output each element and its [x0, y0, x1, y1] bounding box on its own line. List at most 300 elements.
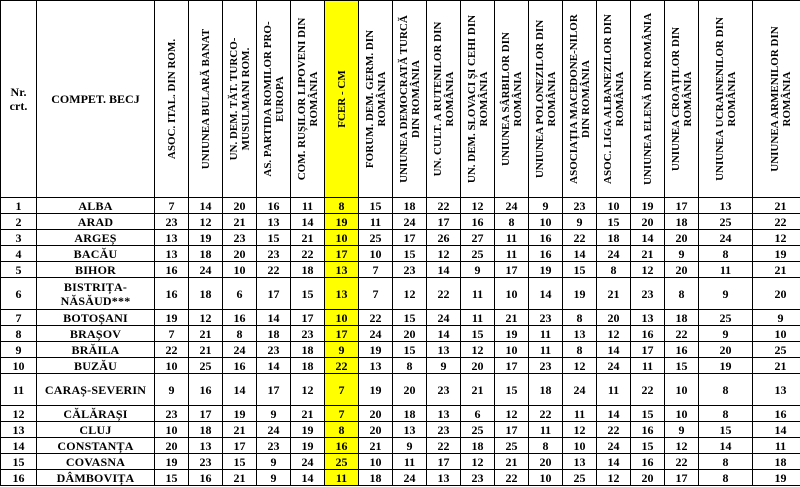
value-cell: 21: [291, 406, 325, 422]
county-name: CLUJ: [37, 422, 155, 438]
value-cell: 23: [155, 406, 189, 422]
value-cell: 21: [461, 374, 495, 406]
value-cell: 19: [563, 278, 597, 310]
value-cell: 17: [325, 326, 359, 342]
value-cell: 7: [359, 262, 393, 278]
header-party-label: COM. RUȘILOR LIPOVENI DIN ROMÂNIA: [295, 17, 320, 181]
value-cell: 18: [291, 262, 325, 278]
value-cell: 15: [393, 342, 427, 358]
header-party: [665, 1, 699, 198]
value-cell: 13: [325, 262, 359, 278]
value-cell: 23: [427, 374, 461, 406]
value-cell: 20: [665, 262, 699, 278]
value-cell: 11: [325, 470, 359, 486]
value-cell: 12: [665, 438, 699, 454]
value-cell: 9: [665, 246, 699, 262]
value-cell: 9: [699, 278, 753, 310]
value-cell: 19: [189, 230, 223, 246]
value-cell: 11: [529, 326, 563, 342]
value-cell: 12: [563, 358, 597, 374]
row-number: 2: [1, 214, 37, 230]
value-cell: 21: [359, 438, 393, 454]
value-cell: 15: [597, 214, 631, 230]
value-cell: 21: [631, 246, 665, 262]
value-cell: 19: [495, 326, 529, 342]
header-party: [393, 1, 427, 198]
value-cell: 13: [563, 326, 597, 342]
value-cell: 14: [291, 470, 325, 486]
value-cell: 24: [597, 438, 631, 454]
value-cell: 24: [223, 342, 257, 358]
table-body: [1, 198, 800, 486]
row-number: 3: [1, 230, 37, 246]
header-party-label: UNIUNEA CROAȚILOR DIN ROMÂNIA: [669, 26, 694, 172]
value-cell: 12: [461, 454, 495, 470]
value-cell: 21: [223, 214, 257, 230]
value-cell: 22: [753, 214, 800, 230]
value-cell: 10: [529, 214, 563, 230]
value-cell: 21: [495, 310, 529, 326]
value-cell: 10: [597, 198, 631, 214]
value-cell: 26: [427, 230, 461, 246]
value-cell: 12: [563, 422, 597, 438]
county-name: BIHOR: [37, 262, 155, 278]
value-cell: 14: [257, 310, 291, 326]
value-cell: 19: [155, 454, 189, 470]
value-cell: 20: [359, 406, 393, 422]
value-cell: 16: [631, 422, 665, 438]
value-cell: 10: [359, 454, 393, 470]
value-cell: 21: [753, 262, 800, 278]
value-cell: 25: [699, 310, 753, 326]
value-cell: 12: [393, 278, 427, 310]
value-cell: 17: [291, 310, 325, 326]
value-cell: 22: [359, 310, 393, 326]
value-cell: 20: [631, 214, 665, 230]
value-cell: 16: [325, 438, 359, 454]
value-cell: 22: [291, 246, 325, 262]
value-cell: 18: [291, 358, 325, 374]
value-cell: 12: [291, 374, 325, 406]
value-cell: 18: [665, 214, 699, 230]
row-number: 11: [1, 374, 37, 406]
county-name: BACĂU: [37, 246, 155, 262]
value-cell: 12: [189, 214, 223, 230]
table-row: [1, 230, 800, 246]
value-cell: 24: [291, 454, 325, 470]
value-cell: 7: [155, 326, 189, 342]
header-party-label: UNIUNEA DEMOCRATĂ TURCĂ DIN ROMÂNIA: [397, 15, 422, 183]
header-party: [529, 1, 563, 198]
value-cell: 22: [427, 278, 461, 310]
value-cell: 8: [665, 278, 699, 310]
value-cell: 16: [461, 214, 495, 230]
header-party-label: UNIUNEA POLONEZILOR DIN ROMÂNIA: [533, 19, 558, 179]
value-cell: 8: [393, 358, 427, 374]
value-cell: 9: [699, 326, 753, 342]
header-party-label: FCER - CM: [335, 70, 348, 128]
value-cell: 23: [223, 230, 257, 246]
value-cell: 25: [495, 438, 529, 454]
value-cell: 10: [529, 470, 563, 486]
value-cell: 10: [495, 342, 529, 358]
table-row: [1, 438, 800, 454]
header-party: [597, 1, 631, 198]
value-cell: 9: [393, 438, 427, 454]
county-name: CARAȘ-SEVERIN: [37, 374, 155, 406]
county-name: ALBA: [37, 198, 155, 214]
value-cell: 18: [665, 310, 699, 326]
header-party: [223, 1, 257, 198]
value-cell: 18: [189, 422, 223, 438]
value-cell: 23: [529, 310, 563, 326]
value-cell: 10: [563, 438, 597, 454]
value-cell: 21: [223, 470, 257, 486]
value-cell: 14: [257, 358, 291, 374]
value-cell: 11: [495, 246, 529, 262]
value-cell: 20: [155, 438, 189, 454]
value-cell: 14: [563, 246, 597, 262]
value-cell: 22: [427, 438, 461, 454]
table-row: [1, 262, 800, 278]
value-cell: 22: [257, 262, 291, 278]
value-cell: 12: [495, 406, 529, 422]
value-cell: 24: [257, 422, 291, 438]
value-cell: 12: [631, 262, 665, 278]
value-cell: 12: [461, 342, 495, 358]
value-cell: 17: [223, 438, 257, 454]
value-cell: 20: [699, 342, 753, 358]
value-cell: 22: [665, 454, 699, 470]
value-cell: 11: [699, 262, 753, 278]
value-cell: 18: [461, 438, 495, 454]
value-cell: 11: [529, 422, 563, 438]
header-party: [495, 1, 529, 198]
value-cell: 14: [631, 230, 665, 246]
value-cell: 14: [529, 278, 563, 310]
county-name: BRĂILA: [37, 342, 155, 358]
value-cell: 20: [461, 358, 495, 374]
value-cell: 9: [529, 198, 563, 214]
table-row: [1, 342, 800, 358]
value-cell: 16: [155, 278, 189, 310]
value-cell: 23: [631, 278, 665, 310]
value-cell: 11: [495, 230, 529, 246]
value-cell: 22: [529, 406, 563, 422]
value-cell: 15: [461, 326, 495, 342]
value-cell: 21: [223, 422, 257, 438]
value-cell: 19: [699, 358, 753, 374]
value-cell: 16: [223, 310, 257, 326]
row-number: 14: [1, 438, 37, 454]
value-cell: 22: [155, 342, 189, 358]
header-party-label: UNIUNEA ARMENILOR DIN ROMÂNIA: [768, 26, 793, 172]
value-cell: 7: [155, 198, 189, 214]
value-cell: 11: [461, 310, 495, 326]
value-cell: 18: [393, 406, 427, 422]
value-cell: 12: [597, 326, 631, 342]
value-cell: 20: [393, 374, 427, 406]
value-cell: 23: [189, 454, 223, 470]
table-row: [1, 374, 800, 406]
value-cell: 13: [427, 470, 461, 486]
value-cell: 13: [155, 230, 189, 246]
value-cell: 13: [563, 454, 597, 470]
value-cell: 9: [325, 342, 359, 358]
table-row: [1, 246, 800, 262]
value-cell: 9: [427, 358, 461, 374]
value-cell: 6: [223, 278, 257, 310]
value-cell: 24: [563, 374, 597, 406]
value-cell: 17: [189, 406, 223, 422]
value-cell: 24: [495, 198, 529, 214]
value-cell: 17: [495, 358, 529, 374]
value-cell: 18: [291, 342, 325, 358]
value-cell: 24: [189, 262, 223, 278]
value-cell: 23: [461, 470, 495, 486]
value-cell: 17: [631, 342, 665, 358]
value-cell: 14: [189, 198, 223, 214]
table-row: [1, 310, 800, 326]
value-cell: 18: [189, 246, 223, 262]
value-cell: 10: [665, 374, 699, 406]
value-cell: 19: [291, 422, 325, 438]
value-cell: 14: [699, 438, 753, 454]
county-name: CĂLĂRAȘI: [37, 406, 155, 422]
table-row: [1, 214, 800, 230]
value-cell: 12: [461, 198, 495, 214]
value-cell: 14: [753, 422, 800, 438]
table-row: [1, 422, 800, 438]
row-number: 5: [1, 262, 37, 278]
value-cell: 8: [597, 262, 631, 278]
header-party: [257, 1, 291, 198]
county-name: CONSTANȚA: [37, 438, 155, 454]
value-cell: 15: [665, 358, 699, 374]
county-name: ARAD: [37, 214, 155, 230]
value-cell: 15: [393, 310, 427, 326]
header-party: [461, 1, 495, 198]
value-cell: 8: [563, 310, 597, 326]
value-cell: 13: [359, 358, 393, 374]
value-cell: 15: [699, 422, 753, 438]
header-compet: COMPET. BECJ: [37, 1, 155, 198]
value-cell: 17: [665, 470, 699, 486]
value-cell: 8: [563, 342, 597, 358]
value-cell: 9: [257, 470, 291, 486]
value-cell: 20: [529, 454, 563, 470]
value-cell: 14: [597, 454, 631, 470]
value-cell: 25: [753, 342, 800, 358]
value-cell: 19: [631, 198, 665, 214]
header-party: [563, 1, 597, 198]
value-cell: 25: [189, 358, 223, 374]
value-cell: 10: [325, 310, 359, 326]
value-cell: 15: [393, 246, 427, 262]
value-cell: 21: [189, 342, 223, 358]
value-cell: 14: [291, 214, 325, 230]
value-cell: 14: [597, 406, 631, 422]
value-cell: 17: [665, 198, 699, 214]
header-party-label: AS. PARTIDA ROMILOR PRO-EUROPA: [261, 21, 286, 177]
header-nr: Nr. crt.: [1, 1, 37, 198]
value-cell: 16: [529, 246, 563, 262]
value-cell: 23: [257, 342, 291, 358]
value-cell: 12: [189, 310, 223, 326]
value-cell: 16: [155, 262, 189, 278]
value-cell: 6: [461, 406, 495, 422]
value-cell: 17: [393, 230, 427, 246]
value-cell: 18: [753, 454, 800, 470]
value-cell: 11: [563, 406, 597, 422]
value-cell: 20: [393, 326, 427, 342]
value-cell: 10: [495, 278, 529, 310]
value-cell: 7: [359, 278, 393, 310]
header-party-label: UN. DEM. SLOVACI ȘI CEHI DIN ROMÂNIA: [465, 14, 490, 184]
value-cell: 9: [665, 422, 699, 438]
value-cell: 22: [325, 358, 359, 374]
row-number: 6: [1, 278, 37, 310]
value-cell: 24: [597, 246, 631, 262]
value-cell: 8: [529, 438, 563, 454]
value-cell: 8: [699, 246, 753, 262]
value-cell: 12: [427, 246, 461, 262]
value-cell: 18: [189, 278, 223, 310]
value-cell: 8: [325, 198, 359, 214]
value-cell: 17: [427, 214, 461, 230]
value-cell: 14: [223, 374, 257, 406]
value-cell: 17: [495, 422, 529, 438]
value-cell: 19: [325, 214, 359, 230]
value-cell: 16: [753, 406, 800, 422]
value-cell: 20: [631, 470, 665, 486]
value-cell: 18: [597, 230, 631, 246]
value-cell: 13: [427, 406, 461, 422]
value-cell: 24: [699, 230, 753, 246]
value-cell: 19: [359, 342, 393, 358]
value-cell: 13: [257, 214, 291, 230]
value-cell: 13: [631, 310, 665, 326]
value-cell: 13: [753, 374, 800, 406]
value-cell: 25: [563, 470, 597, 486]
value-cell: 8: [325, 422, 359, 438]
value-cell: 13: [189, 438, 223, 454]
row-number: 9: [1, 342, 37, 358]
table-row: [1, 198, 800, 214]
value-cell: 11: [359, 214, 393, 230]
value-cell: 15: [291, 278, 325, 310]
header-party: [325, 1, 359, 198]
value-cell: 15: [563, 262, 597, 278]
value-cell: 11: [597, 374, 631, 406]
county-name: BRAȘOV: [37, 326, 155, 342]
header-party-label: ASOC. ITAL. DIN ROM.: [165, 38, 178, 160]
header-party: [427, 1, 461, 198]
table-row: [1, 470, 800, 486]
value-cell: 11: [529, 342, 563, 358]
value-cell: 17: [257, 278, 291, 310]
header-party-label: UN. CULT. A RUTENILOR DIN ROMÂNIA: [431, 21, 456, 177]
value-cell: 25: [461, 246, 495, 262]
value-cell: 22: [495, 470, 529, 486]
value-cell: 9: [461, 262, 495, 278]
table-row: [1, 406, 800, 422]
value-cell: 21: [753, 198, 800, 214]
value-cell: 19: [359, 374, 393, 406]
value-cell: 13: [393, 422, 427, 438]
value-cell: 18: [359, 470, 393, 486]
value-cell: 17: [427, 454, 461, 470]
value-cell: 27: [461, 230, 495, 246]
header-party-label: UNIUNEA SÂRBILOR DIN ROMÂNIA: [499, 32, 524, 166]
header-party-label: FORUM. DEM. GERM. DIN ROMÂNIA: [363, 29, 388, 169]
value-cell: 20: [597, 310, 631, 326]
table-row: [1, 454, 800, 470]
row-number: 13: [1, 422, 37, 438]
value-cell: 19: [223, 406, 257, 422]
value-cell: 19: [291, 438, 325, 454]
value-cell: 10: [155, 422, 189, 438]
value-cell: 13: [155, 246, 189, 262]
value-cell: 16: [631, 454, 665, 470]
value-cell: 19: [529, 262, 563, 278]
value-cell: 18: [529, 374, 563, 406]
value-cell: 23: [257, 246, 291, 262]
table-row: [1, 326, 800, 342]
county-name: BOTOȘANI: [37, 310, 155, 326]
value-cell: 10: [155, 358, 189, 374]
header-party: [359, 1, 393, 198]
value-cell: 22: [665, 326, 699, 342]
value-cell: 7: [325, 406, 359, 422]
value-cell: 19: [753, 470, 800, 486]
header-party-label: ASOCIAȚIA MACEDONE-NILOR DIN ROMÂNIA: [567, 14, 592, 184]
table-row: [1, 278, 800, 310]
value-cell: 9: [753, 310, 800, 326]
value-cell: 8: [699, 454, 753, 470]
header-party-label: ASOC. LIGA ALBANEZILOR DIN ROMÂNIA: [601, 14, 626, 184]
header-party-label: UN. DEM. TĂT. TURCO-MUSULMANI ROM.: [227, 37, 252, 161]
value-cell: 15: [257, 230, 291, 246]
value-cell: 19: [753, 246, 800, 262]
value-cell: 7: [325, 374, 359, 406]
value-cell: 10: [753, 326, 800, 342]
county-name: ARGEȘ: [37, 230, 155, 246]
value-cell: 23: [563, 198, 597, 214]
header-party: [699, 1, 753, 198]
table-row: [1, 358, 800, 374]
county-name: BISTRIȚA-NĂSĂUD***: [37, 278, 155, 310]
value-cell: 21: [597, 278, 631, 310]
value-cell: 16: [189, 470, 223, 486]
value-cell: 11: [631, 358, 665, 374]
value-cell: 18: [393, 198, 427, 214]
header-party: [155, 1, 189, 198]
value-cell: 10: [223, 262, 257, 278]
value-cell: 10: [359, 246, 393, 262]
value-cell: 10: [325, 230, 359, 246]
value-cell: 15: [495, 374, 529, 406]
value-cell: 22: [597, 422, 631, 438]
value-cell: 23: [257, 438, 291, 454]
row-number: 12: [1, 406, 37, 422]
value-cell: 15: [631, 438, 665, 454]
value-cell: 8: [699, 470, 753, 486]
value-cell: 14: [427, 262, 461, 278]
value-cell: 23: [155, 214, 189, 230]
header-row: [1, 1, 800, 198]
value-cell: 11: [393, 454, 427, 470]
